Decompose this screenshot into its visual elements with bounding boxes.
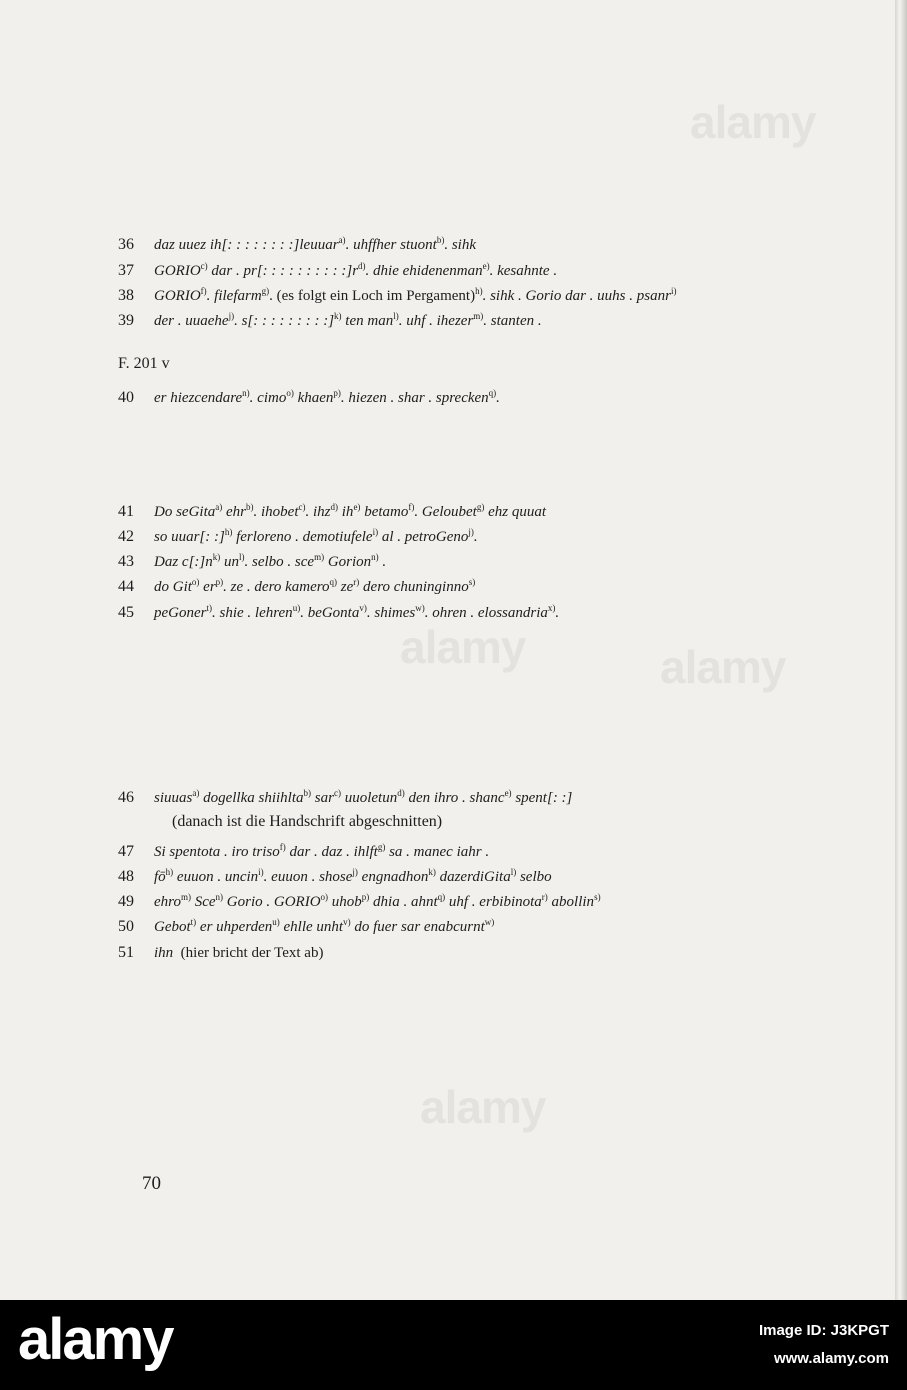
watermark: alamy: [690, 96, 816, 148]
folio-heading: F. 201 v: [118, 355, 170, 372]
page-number: 70: [142, 1173, 161, 1194]
line-50: 50 Gebot$^{t)}$ er uhperden$^{u)}$ ehlle unht$^{v)}$ do fuer sar enabcurnt$^{w)}$: [118, 917, 495, 935]
image-id: Image ID: J3KPGT: [758, 1322, 889, 1339]
line-36: 36 daz uuez ih[: : : : : : : :]leuuar$^{a)}$. uhffher stuont$^{b)}$. sihk: [118, 235, 476, 253]
alamy-logo: alamy: [18, 1307, 173, 1372]
line-48: 48 $fō^{h)}$ euuon . uncin$^{i)}$. euuon . shose$^{j)}$ engnadhon$^{k)}$ dazerdiGita$^{l)}$ selbo: [118, 867, 552, 885]
watermark: alamy: [660, 641, 786, 693]
line-40: 40 er hiezcendare$^{n)}$. cimo$^{o)}$ khaen$^{p)}$. hiezen . shar . sprecken$^{q)}$.: [118, 388, 500, 406]
line-38: 38 GORIO$^{f)}$. filefarm$^{g)}$. (es folgt ein Loch im Pergament)$^{h)}$. sihk . Gorio dar . uuhs . psanr$^{i)}$: [118, 286, 677, 304]
watermark: alamy: [400, 621, 526, 673]
line-44: 44 do Git$^{o)}$ $er^{p)}$. ze . dero kamero$^{q)}$ $ze^{r)}$ dero chuninginno$^{s)}$: [118, 577, 476, 595]
watermark: alamy: [420, 1081, 546, 1133]
line-42: 42 so uuar[: :]$^{h)}$ ferloreno . demotiufele$^{i)}$ al . petroGeno$^{j)}$.: [118, 527, 478, 545]
line-41: 41 Do seGita$^{a)}$ ehr$^{b)}$. ihobet$^{c)}$. ihz$^{d)}$ $ih^{e)}$ betamo$^{f)}$. Geloubet$^{g)}$ ehz quuat: [118, 502, 547, 520]
line-37: 37 GORIO$^{c)}$ dar . pr[: : : : : : : : : $:]r^{d)}$. dhie ehidenenman$^{e)}$. kesahnte .: [118, 261, 558, 279]
line-47: 47 Si spentota . iro triso$^{f)}$ dar . daz . ihlft$^{g)}$ sa . manec iahr .: [118, 842, 490, 860]
editorial-note: (danach ist die Handschrift abgeschnitten): [172, 813, 443, 830]
line-39: 39 der . uuaehe$^{j)}$. s[: : : : : : : : :]$^{k)}$ ten man$^{l)}$. uhf . ihezer$^{m)}$. stanten .: [118, 311, 542, 329]
website: www.alamy.com: [773, 1350, 889, 1367]
stock-footer: [0, 1300, 907, 1390]
page-edge: [895, 0, 907, 1300]
line-45: 45 peGoner$^{t)}$. shie . lehren$^{u)}$. beGonta$^{v)}$. shimes$^{w)}$. ohren . elossandria$^{x)}$.: [118, 603, 560, 621]
line-49: 49 ehro$^{m)}$ Sce$^{n)}$ Gorio . GORIO$^{o)}$ uhob$^{p)}$ dhia . ahnt$^{q)}$ uhf . erbibinota$^{r)}$ abollin$^{s)}$: [118, 892, 601, 910]
line-43: 43 Daz $c[:]n^{k)}$ $un^{l)}$. selbo . sce$^{m)}$ Gorion$^{n)}$ .: [118, 552, 387, 570]
line-51: 51 ihn (hier bricht der Text ab): [118, 944, 324, 961]
line-46: 46 siuuas$^{a)}$ dogellka shiihlta$^{b)}$ sar$^{c)}$ uuoletun$^{d)}$ den ihro . shanc$^{e)}$ spent[: :]: [118, 788, 573, 806]
